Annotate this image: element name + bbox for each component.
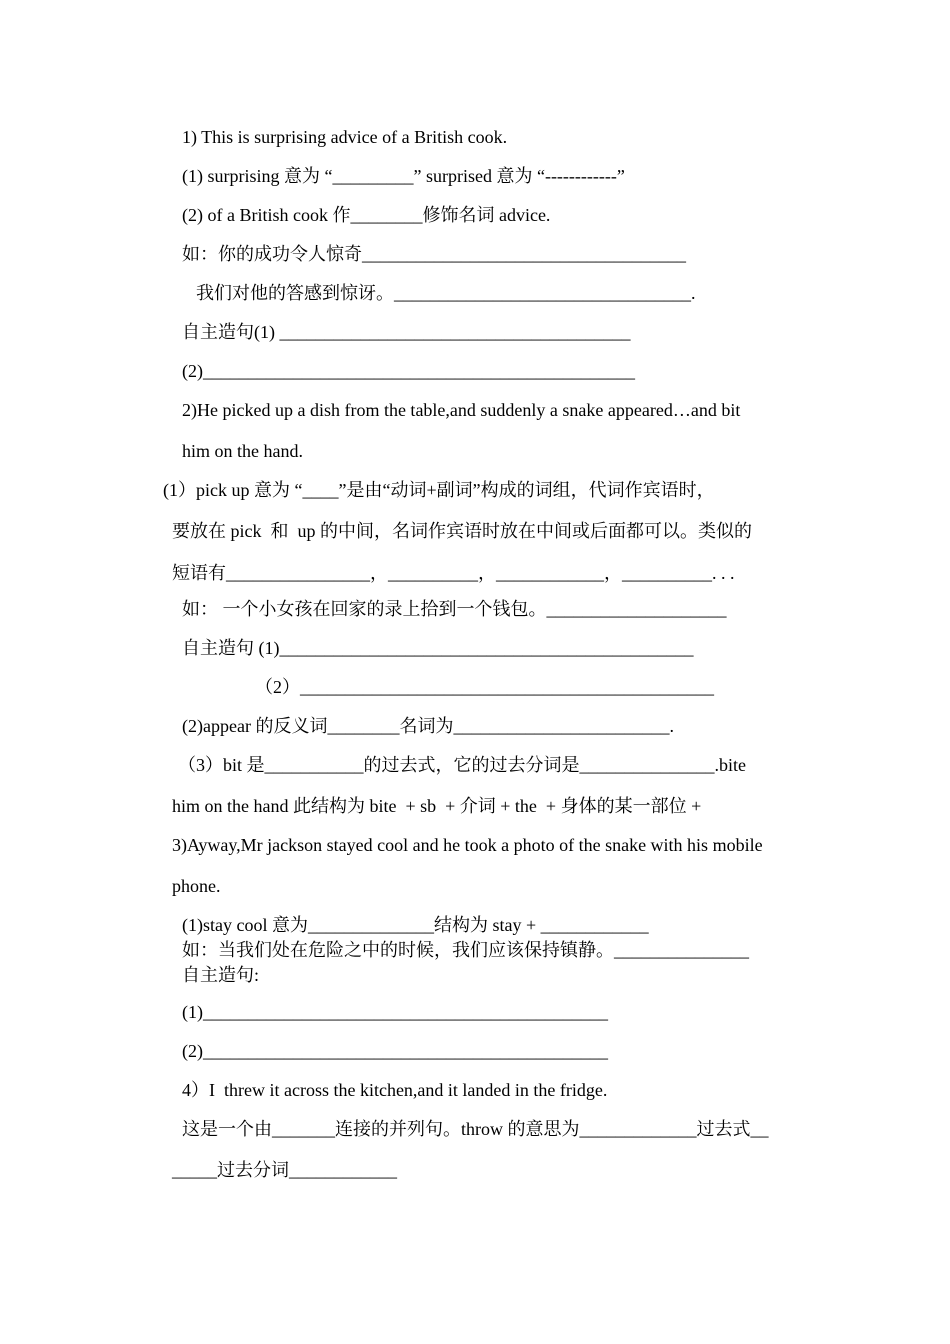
stay-cool-item: (1)stay cool 意为______________结构为 stay + ____________ bbox=[182, 915, 649, 935]
sentence-3-continuation: phone. bbox=[172, 876, 221, 896]
practice-pick-up-1: 自主造句 (1)______________________________________________ bbox=[182, 638, 694, 658]
example-wallet: 如： 一个小女孩在回家的录上拾到一个钱包。____________________ bbox=[182, 599, 727, 619]
sentence-2-continuation: him on the hand. bbox=[182, 441, 303, 461]
british-cook-item: (2) of a British cook 作________修饰名词 advice. bbox=[182, 205, 551, 225]
example-answer: 我们对他的答感到惊讶。_________________________________. bbox=[196, 283, 696, 303]
bit-past-tense-item: （3）bit 是___________的过去式，它的过去分词是_______________.bite bbox=[178, 755, 746, 775]
sentence-3-heading: 3)Ayway,Mr jackson stayed cool and he took a photo of the snake with his mobile bbox=[172, 835, 763, 855]
sentence-1-heading: 1) This is surprising advice of a British cook. bbox=[182, 127, 508, 147]
practice-sentence-2: (2)________________________________________________ bbox=[182, 361, 635, 381]
similar-phrases: 短语有________________，__________，____________，__________. . . bbox=[172, 563, 735, 583]
practice-heading: 自主造句: bbox=[182, 965, 260, 985]
example-danger: 如：当我们处在危险之中的时候，我们应该保持镇静。_______________ bbox=[182, 940, 749, 960]
throw-item: 这是一个由_______连接的并列句。throw 的意思为_____________过去式__ bbox=[182, 1119, 769, 1139]
surprising-meaning-item: (1) surprising 意为 “_________” surprised 意为 “------------” bbox=[182, 166, 625, 186]
appear-antonym-item: (2)appear 的反义词________名词为________________________. bbox=[182, 716, 674, 736]
bite-structure: him on the hand 此结构为 bite + sb + 介词 + the + 身体的某一部位 + bbox=[172, 796, 702, 816]
pick-up-item: (1）pick up 意为 “____”是由“动词+副词”构成的词组，代词作宾语时， bbox=[163, 480, 715, 500]
practice-pick-up-2: （2）______________________________________________ bbox=[255, 677, 714, 697]
practice-stay-cool-2: (2)_____________________________________________ bbox=[182, 1041, 608, 1061]
throw-past-participle: _____过去分词____________ bbox=[172, 1160, 397, 1180]
sentence-2-heading: 2)He picked up a dish from the table,and suddenly a snake appeared…and bit bbox=[182, 400, 741, 420]
example-success: 如：你的成功令人惊奇____________________________________ bbox=[182, 244, 686, 264]
practice-stay-cool-1: (1)_____________________________________________ bbox=[182, 1002, 608, 1022]
sentence-4-heading: 4）I threw it across the kitchen,and it landed in the fridge. bbox=[182, 1080, 608, 1100]
pick-up-explanation: 要放在 pick 和 up 的中间，名词作宾语时放在中间或后面都可以。类似的 bbox=[172, 521, 752, 541]
practice-sentence-1: 自主造句(1) _______________________________________ bbox=[182, 322, 631, 342]
